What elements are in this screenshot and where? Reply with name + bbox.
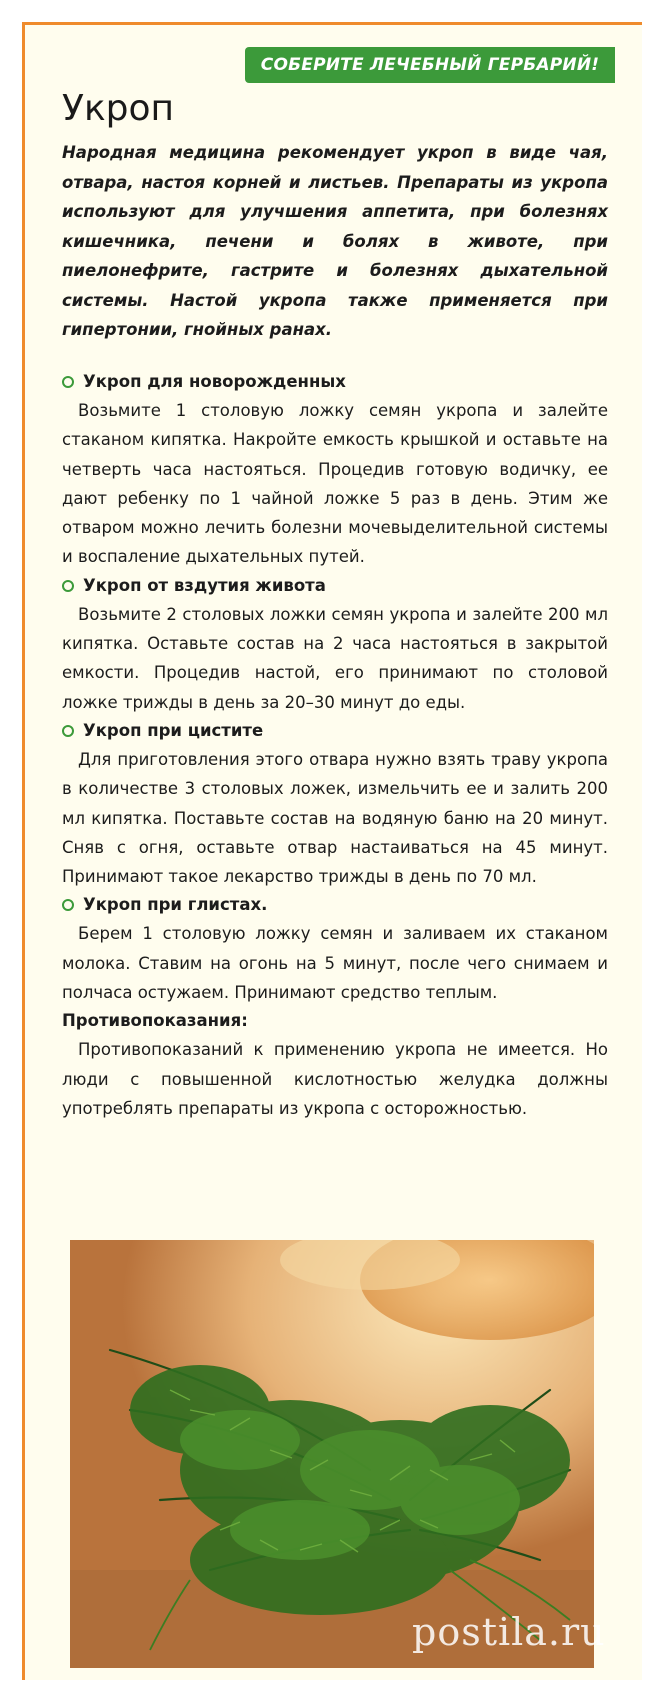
section-heading-text: Укроп при цистите <box>83 720 264 740</box>
section-newborns <box>62 368 608 572</box>
section-heading-text: Укроп для новорожденных <box>83 372 346 391</box>
section-heading <box>62 717 608 745</box>
section-text: Возьмите 2 столовых ложки семян укропа и залейте 200 мл кипятка. Оставьте состав на 2 часа настояться в закрытой емкости. Процедив настой, его принимают по столовой ложке трижды в день за 20–30 минут до еды. <box>62 604 608 712</box>
circle-bullet-icon <box>62 580 74 592</box>
section-heading <box>62 572 608 600</box>
section-cystitis <box>62 717 608 891</box>
circle-bullet-icon <box>62 899 74 911</box>
dill-photo <box>70 1240 594 1668</box>
contraindications-heading: Противопоказания: <box>62 1011 248 1031</box>
section-heading <box>62 891 608 919</box>
circle-bullet-icon <box>62 376 74 388</box>
section-bloating <box>62 572 608 717</box>
watermark: postila.ru <box>412 1610 606 1654</box>
section-worms <box>62 891 608 1007</box>
header-banner: СОБЕРИТЕ ЛЕЧЕБНЫЙ ГЕРБАРИЙ! <box>245 47 615 83</box>
circle-bullet-icon <box>62 725 74 737</box>
contraindications-text: Противопоказаний к применению укропа не имеется. Но люди с повышенной кислотностью желудка должны употреблять препараты из укропа с осторожностью. <box>62 1040 608 1118</box>
section-text: Возьмите 1 столовую ложку семян укропа и залейте стаканом кипятка. Накройте емкость крышкой и оставьте на четверть часа настояться. Процедив готовую водичку, ее дают ребенку по 1 чайной ложке 5 раз в день. Этим же отваром можно лечить болезни мочевыделительной системы и воспаление дыхательных путей. <box>62 401 608 567</box>
intro-paragraph: Народная медицина рекомендует укроп в виде чая, отвара, настоя корней и листьев. Препараты из укропа используют для улучшения аппетита, при болезнях кишечника, печени и болях в животе, при пиелонефрите, гастрите и болезнях дыхательной системы. Настой укропа также применяется при гипертонии, гнойных ранах. <box>62 143 608 339</box>
dill-illustration <box>70 1240 594 1668</box>
section-contraindications <box>62 1007 608 1123</box>
section-heading <box>62 368 608 396</box>
section-heading-text: Укроп при глистах. <box>83 895 268 915</box>
section-heading-text: Укроп от вздутия живота <box>83 575 326 595</box>
article-content <box>62 368 608 1123</box>
section-text: Берем 1 столовую ложку семян и заливаем их стаканом молока. Ставим на огонь на 5 минут, после чего снимаем и полчаса остужаем. Принимают средство теплым. <box>62 924 608 1003</box>
page-title: Укроп <box>62 88 175 129</box>
section-text: Для приготовления этого отвара нужно взять траву укропа в количестве 3 столовых ложек, измельчить ее и залить 200 мл кипятка. Поставьте состав на водяную баню на 20 минут. Сняв с огня, оставьте отвар настаиваться на 45 минут. Принимают такое лекарство трижды в день по 70 мл. <box>62 749 608 887</box>
